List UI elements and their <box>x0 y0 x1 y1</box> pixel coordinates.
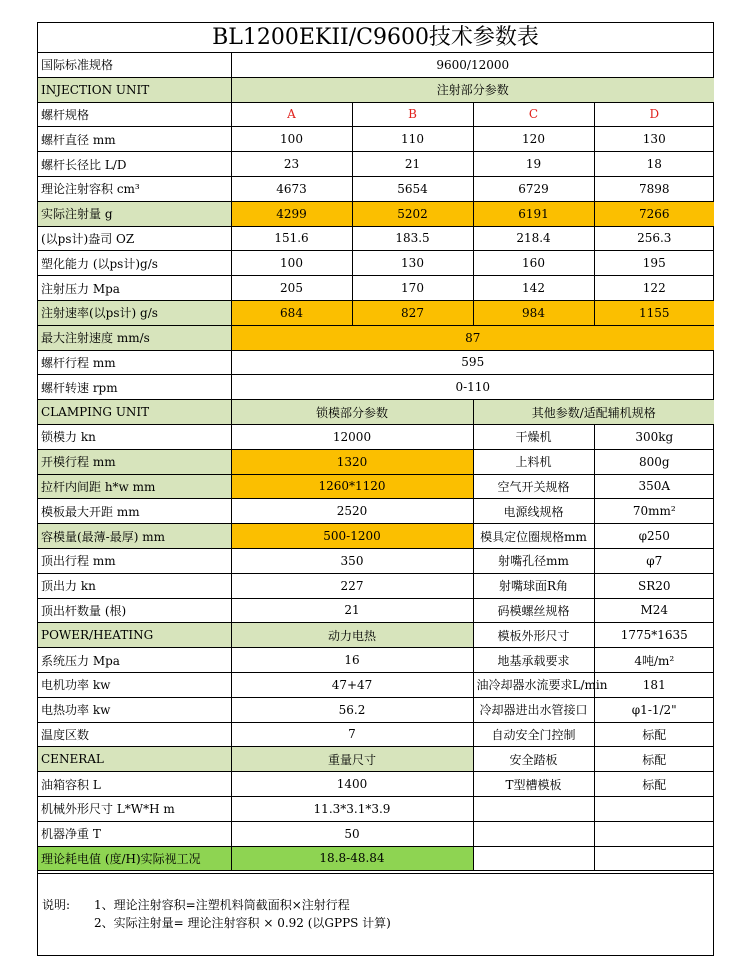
value-cell: 6729 <box>473 176 594 201</box>
value-cell: 7266 <box>594 201 714 226</box>
value-cell: 500-1200 <box>231 524 473 549</box>
row-label: 系统压力 Mpa <box>38 648 231 673</box>
section-header-en: CLAMPING UNIT <box>38 400 231 425</box>
screw-spec-row <box>38 102 714 127</box>
value-cell: 110 <box>352 127 473 152</box>
value-cell: 5202 <box>352 201 473 226</box>
value-cell: 50 <box>231 821 473 846</box>
value-cell: 100 <box>231 251 352 276</box>
rpm-row <box>38 375 714 400</box>
other-label: 安全踏板 <box>473 747 594 772</box>
section-header-en: INJECTION UNIT <box>38 77 231 102</box>
other-value: 70mm² <box>594 499 714 524</box>
value-cell: 1400 <box>231 772 473 797</box>
other-label: 电源线规格 <box>473 499 594 524</box>
spec-row <box>38 548 714 573</box>
value-cell: 256.3 <box>594 226 714 251</box>
value-cell: 47+47 <box>231 672 473 697</box>
value-cell: 130 <box>594 127 714 152</box>
value-cell: 227 <box>231 573 473 598</box>
value-cell: 11.3*3.1*3.9 <box>231 796 473 821</box>
screw-spec-cell: B <box>352 102 473 127</box>
row-label: 实际注射量 g <box>38 201 231 226</box>
row-label: 顶出杆数量 (根) <box>38 598 231 623</box>
value-cell: 350 <box>231 548 473 573</box>
row-label: 模板最大开距 mm <box>38 499 231 524</box>
other-value: M24 <box>594 598 714 623</box>
note-line-1: 1、理论注射容积=注塑机料筒截面积×注射行程 <box>94 898 350 912</box>
row-label: (以ps计)盎司 OZ <box>38 226 231 251</box>
injection-row <box>38 226 714 251</box>
other-value: 300kg <box>594 424 714 449</box>
value-cell: 4673 <box>231 176 352 201</box>
other-label <box>473 846 594 871</box>
value-cell: 205 <box>231 276 352 301</box>
row-label: 螺杆行程 mm <box>38 350 231 375</box>
value-cell: 1320 <box>231 449 473 474</box>
other-value: φ250 <box>594 524 714 549</box>
spec-row <box>38 648 714 673</box>
other-value: 标配 <box>594 722 714 747</box>
other-value <box>594 846 714 871</box>
value-cell: 170 <box>352 276 473 301</box>
other-label: 码模螺丝规格 <box>473 598 594 623</box>
row-label: 锁模力 kn <box>38 424 231 449</box>
spec-row <box>38 697 714 722</box>
value-cell: 684 <box>231 300 352 325</box>
row-label: 温度区数 <box>38 722 231 747</box>
row-label: 顶出力 kn <box>38 573 231 598</box>
row-label: 理论注射容积 cm³ <box>38 176 231 201</box>
value-cell: 16 <box>231 648 473 673</box>
spec-row <box>38 796 714 821</box>
value-cell: 2520 <box>231 499 473 524</box>
notes-section <box>38 873 713 956</box>
value-cell: 56.2 <box>231 697 473 722</box>
row-label: 螺杆转速 rpm <box>38 375 231 400</box>
value-cell: 7898 <box>594 176 714 201</box>
spec-row <box>38 573 714 598</box>
spec-row <box>38 449 714 474</box>
row-label: 电热功率 kw <box>38 697 231 722</box>
value-cell: 87 <box>231 325 714 350</box>
other-value: 181 <box>594 672 714 697</box>
row-label: 机器净重 T <box>38 821 231 846</box>
screw-spec-cell: A <box>231 102 352 127</box>
max-speed-row <box>38 325 714 350</box>
spec-row <box>38 524 714 549</box>
value-cell: 595 <box>231 350 714 375</box>
other-label: 空气开关规格 <box>473 474 594 499</box>
row-label: 螺杆长径比 L/D <box>38 152 231 177</box>
other-label: 地基承载要求 <box>473 648 594 673</box>
value-cell: 动力电热 <box>231 623 473 648</box>
other-value <box>594 821 714 846</box>
value-cell: 19 <box>473 152 594 177</box>
note-line-2: 2、实际注射量= 理论注射容积 × 0.92 (以GPPS 计算) <box>94 916 391 930</box>
other-value: 4吨/m² <box>594 648 714 673</box>
other-value: φ1-1/2" <box>594 697 714 722</box>
other-label: 射嘴球面R角 <box>473 573 594 598</box>
row-label: POWER/HEATING <box>38 623 231 648</box>
other-value: φ7 <box>594 548 714 573</box>
other-label: T型槽模板 <box>473 772 594 797</box>
value-cell: 0-110 <box>231 375 714 400</box>
other-value: 标配 <box>594 747 714 772</box>
value-cell: 6191 <box>473 201 594 226</box>
screw-spec-cell: C <box>473 102 594 127</box>
other-label: 模具定位圈规格mm <box>473 524 594 549</box>
page-title: BL1200EKII/C9600技术参数表 <box>38 23 713 53</box>
injection-row <box>38 300 714 325</box>
row-label: 国际标准规格 <box>38 53 231 77</box>
value-cell: 重量尺寸 <box>231 747 473 772</box>
value-cell: 1155 <box>594 300 714 325</box>
row-label: 顶出行程 mm <box>38 548 231 573</box>
value-cell: 12000 <box>231 424 473 449</box>
spec-row <box>38 821 714 846</box>
spec-row <box>38 672 714 697</box>
other-label <box>473 821 594 846</box>
value-cell: 984 <box>473 300 594 325</box>
row-label: 注射压力 Mpa <box>38 276 231 301</box>
row-label: 注射速率(以ps计) g/s <box>38 300 231 325</box>
stroke-row <box>38 350 714 375</box>
value-cell: 21 <box>231 598 473 623</box>
other-params-header: 其他参数/适配辅机规格 <box>473 400 714 425</box>
spec-row <box>38 424 714 449</box>
value-cell: 4299 <box>231 201 352 226</box>
value-cell: 100 <box>231 127 352 152</box>
other-value <box>594 796 714 821</box>
injection-row <box>38 201 714 226</box>
value-cell: 21 <box>352 152 473 177</box>
row-label: 机械外形尺寸 L*W*H m <box>38 796 231 821</box>
injection-row <box>38 251 714 276</box>
spec-row <box>38 772 714 797</box>
other-label: 干燥机 <box>473 424 594 449</box>
clamping-header-row <box>38 400 714 425</box>
section-header-cn: 锁模部分参数 <box>231 400 473 425</box>
value-cell: 183.5 <box>352 226 473 251</box>
row-label: 螺杆直径 mm <box>38 127 231 152</box>
injection-row <box>38 276 714 301</box>
value-cell: 122 <box>594 276 714 301</box>
section-header-cn: 注射部分参数 <box>231 77 714 102</box>
value-cell: 160 <box>473 251 594 276</box>
other-label: 射嘴孔径mm <box>473 548 594 573</box>
value-cell: 23 <box>231 152 352 177</box>
spec-table <box>38 53 714 871</box>
other-label <box>473 796 594 821</box>
spec-row <box>38 474 714 499</box>
other-value: 1775*1635 <box>594 623 714 648</box>
spec-row <box>38 747 714 772</box>
row-label: CENERAL <box>38 747 231 772</box>
other-label: 模板外形尺寸 <box>473 623 594 648</box>
value-cell: 142 <box>473 276 594 301</box>
value-cell: 18 <box>594 152 714 177</box>
other-value: 350A <box>594 474 714 499</box>
injection-row <box>38 176 714 201</box>
notes-prefix: 说明: <box>42 898 71 912</box>
injection-header-row <box>38 77 714 102</box>
value-cell: 5654 <box>352 176 473 201</box>
other-label: 油冷却器水流要求L/min <box>473 672 594 697</box>
row-label: 容模量(最薄-最厚) mm <box>38 524 231 549</box>
row-label: 开模行程 mm <box>38 449 231 474</box>
value-cell: 1260*1120 <box>231 474 473 499</box>
injection-row <box>38 152 714 177</box>
row-label: 拉杆内间距 h*w mm <box>38 474 231 499</box>
value-cell: 827 <box>352 300 473 325</box>
spec-row <box>38 722 714 747</box>
row-value: 9600/12000 <box>231 53 714 77</box>
spec-row <box>38 598 714 623</box>
value-cell: 120 <box>473 127 594 152</box>
row-label: 塑化能力 (以ps计)g/s <box>38 251 231 276</box>
spec-sheet <box>37 22 714 956</box>
other-label: 自动安全门控制 <box>473 722 594 747</box>
value-cell: 18.8-48.84 <box>231 846 473 871</box>
other-value: 800g <box>594 449 714 474</box>
value-cell: 218.4 <box>473 226 594 251</box>
value-cell: 7 <box>231 722 473 747</box>
row-label: 油箱容积 L <box>38 772 231 797</box>
screw-spec-cell: D <box>594 102 714 127</box>
spec-row <box>38 499 714 524</box>
row-label: 最大注射速度 mm/s <box>38 325 231 350</box>
other-label: 上料机 <box>473 449 594 474</box>
value-cell: 130 <box>352 251 473 276</box>
row-label: 电机功率 kw <box>38 672 231 697</box>
spec-row <box>38 623 714 648</box>
other-value: SR20 <box>594 573 714 598</box>
other-label: 冷却器进出水管接口 <box>473 697 594 722</box>
intl-spec-row <box>38 53 714 77</box>
row-label: 螺杆规格 <box>38 102 231 127</box>
spec-row <box>38 846 714 871</box>
injection-row <box>38 127 714 152</box>
value-cell: 195 <box>594 251 714 276</box>
other-value: 标配 <box>594 772 714 797</box>
row-label: 理论耗电值 (度/H)实际视工况 <box>38 846 231 871</box>
value-cell: 151.6 <box>231 226 352 251</box>
